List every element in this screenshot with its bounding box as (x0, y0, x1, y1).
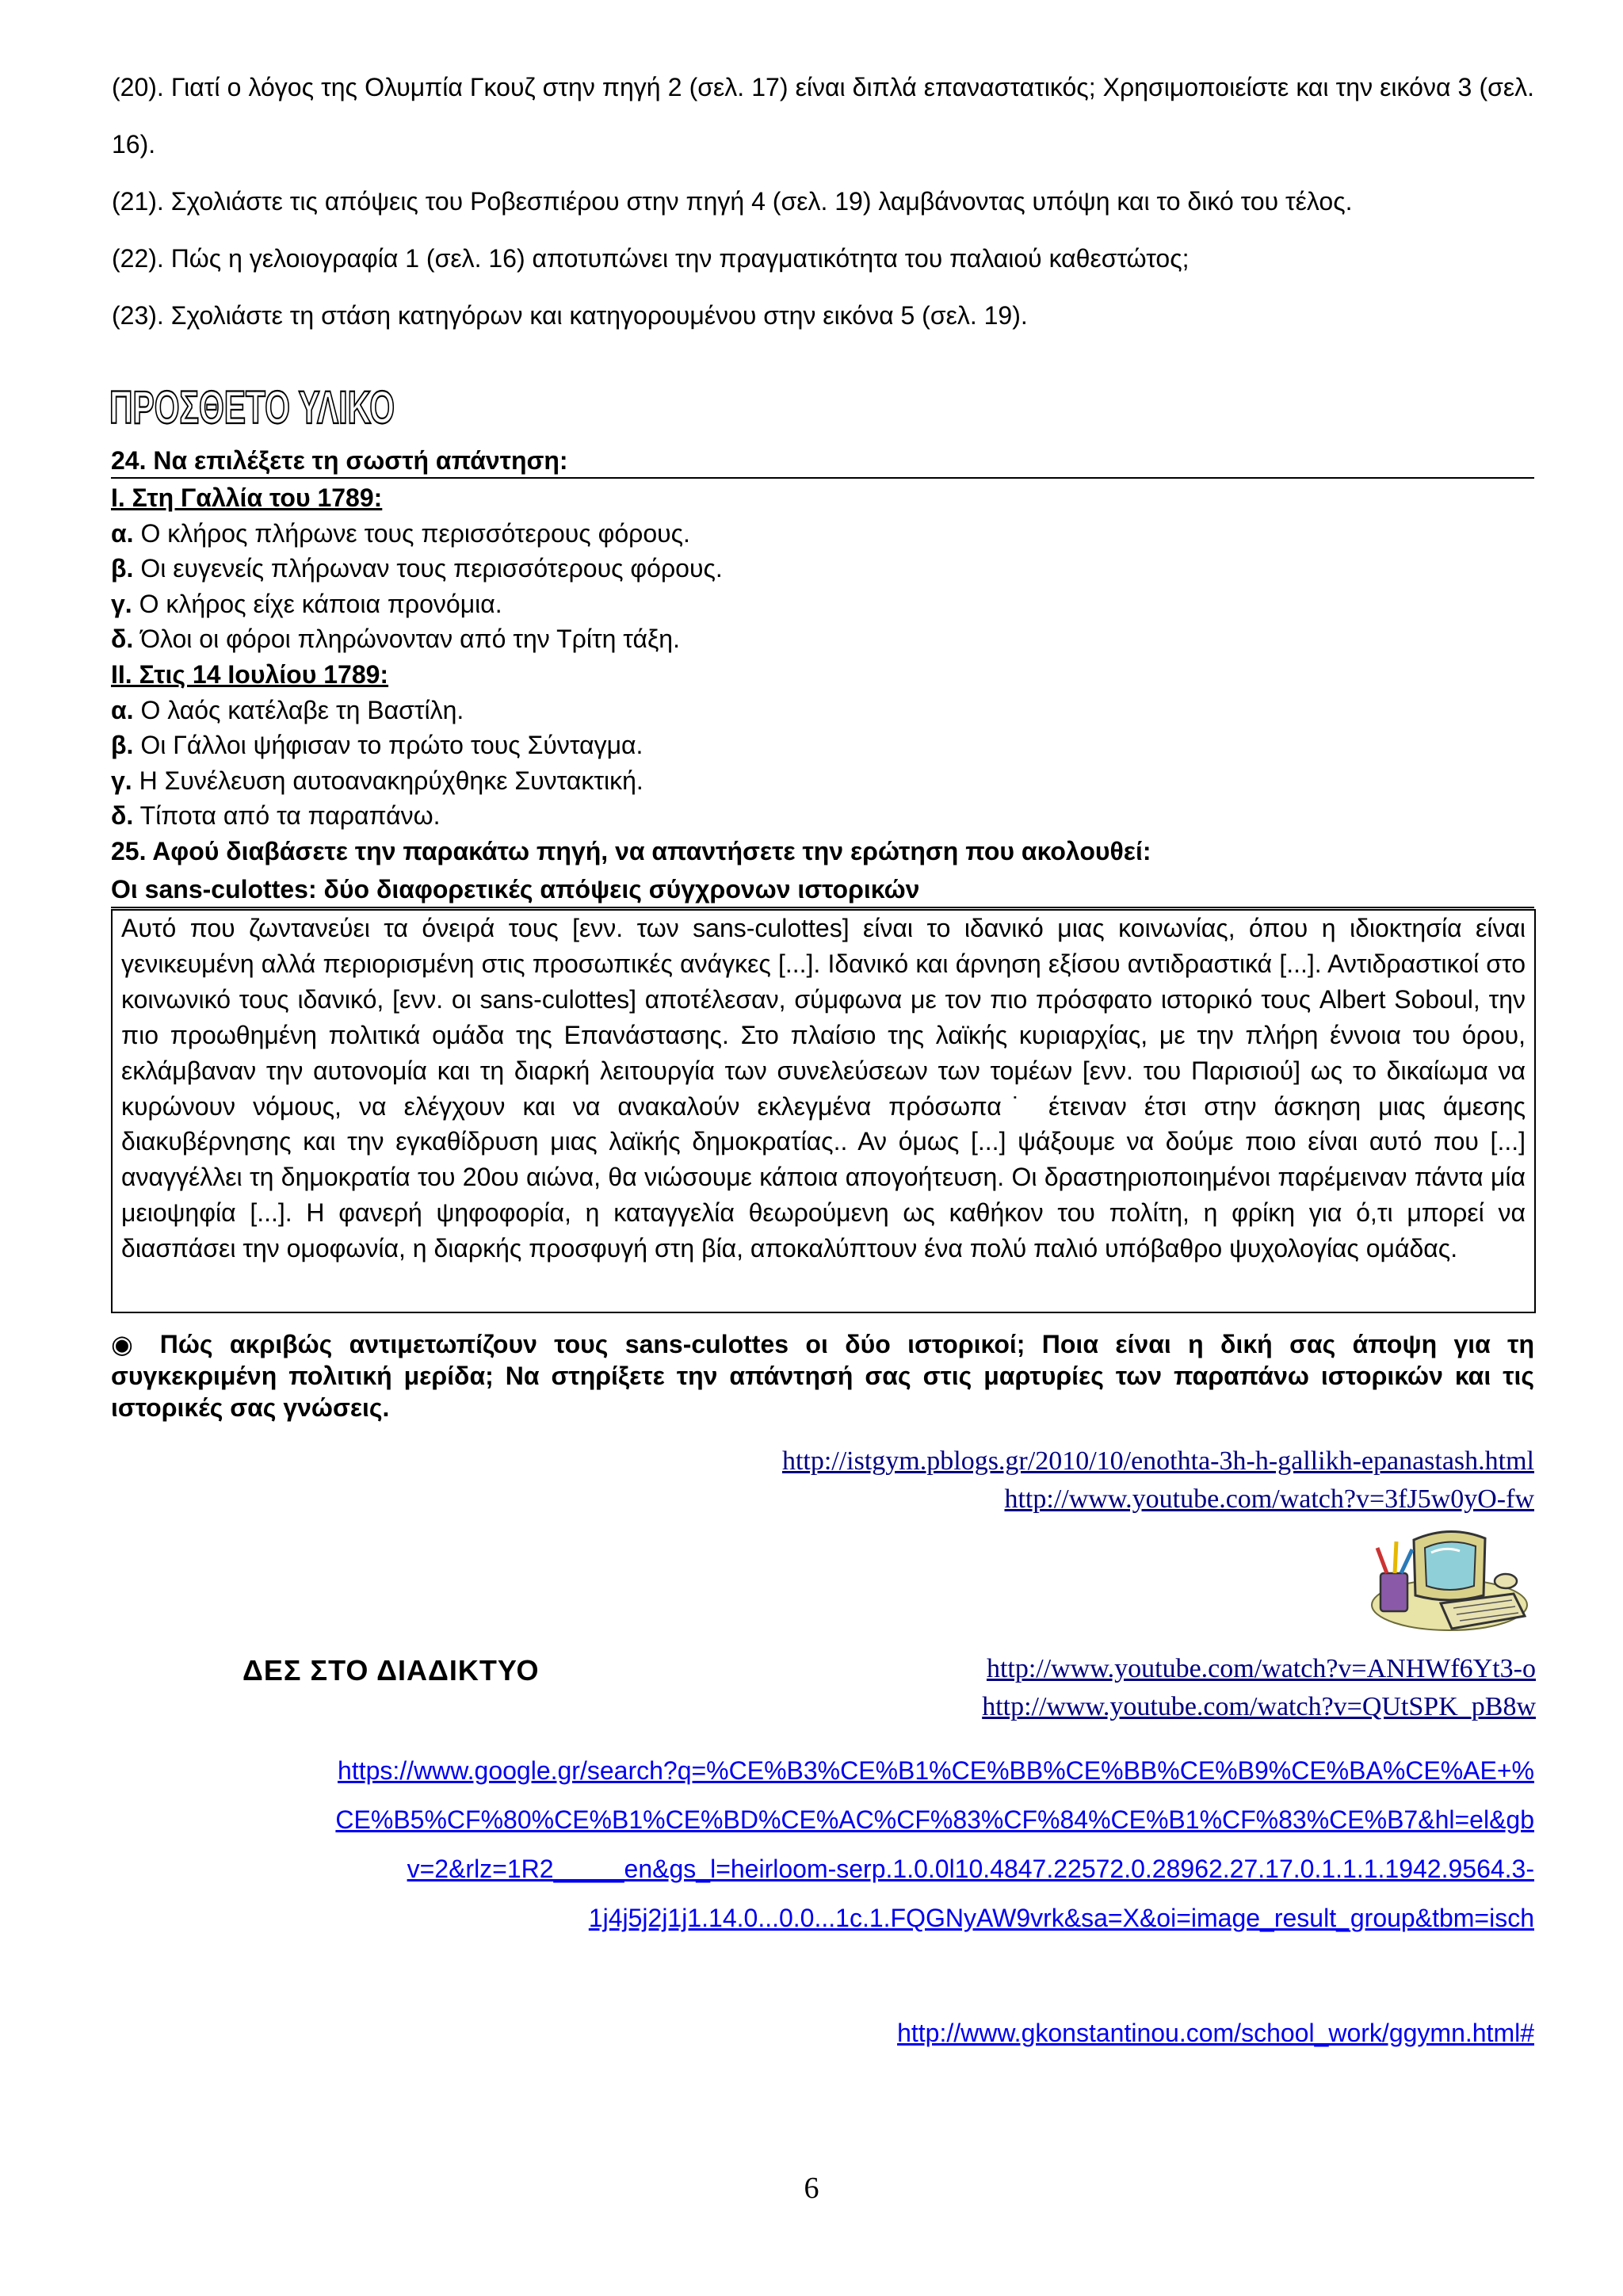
q24-part1-option-c: γ. Ο κλήρος είχε κάποια προνόμια. (111, 589, 502, 618)
link-youtube-3[interactable]: http://www.youtube.com/watch?v=QUtSPK_pB8w (982, 1692, 1536, 1721)
links-web (982, 1650, 1536, 1726)
page-number: 6 (804, 2172, 819, 2205)
q24-part2-option-a: α. Ο λαός κατέλαβε τη Βαστίλη. (111, 695, 464, 724)
q24-heading (111, 444, 1534, 479)
q24-part1 (111, 480, 1534, 869)
question-20: (20). Γιατί ο λόγος της Ολυμπία Γκουζ στην πηγή 2 (σελ. 17) είναι διπλά επαναστατικός; Χρησιμοποιείστε και την εικόνα 3 (σελ. 16). (112, 73, 1534, 159)
link-gkonstantinou[interactable]: http://www.gkonstantinou.com/school_work/ggymn.html# (897, 2019, 1534, 2047)
google-link-line-3[interactable]: v=2&rlz=1R2_____en&gs_l=heirloom-serp.1.0.0l10.4847.22572.0.28962.27.17.0.1.1.1.1942.9564.3- (407, 1855, 1534, 1883)
q24-part2-option-d: δ. Τίποτα από τα παραπάνω. (111, 801, 441, 831)
q24-heading-text: 24. Να επιλέξετε τη σωστή απάντηση: (111, 446, 568, 475)
q25-question (111, 1328, 1534, 1423)
q25-heading: 25. Αφού διαβάσετε την παρακάτω πηγή, να απαντήσετε την ερώτηση που ακολουθεί: (111, 836, 1151, 865)
link-istgym[interactable]: http://istgym.pblogs.gr/2010/10/enothta-3h-h-gallikh-epanastash.html (781, 1446, 1534, 1476)
computer-icon (1366, 1518, 1533, 1637)
extra-material-title-text: ΠΡΟΣΘΕΤΟ ΥΛΙΚΟ (109, 382, 395, 434)
google-link-line-2[interactable]: CE%B5%CF%80%CE%B1%CE%BD%CE%AC%CF%83%CF%84%CE%B1%CF%83%CE%B7&hl=el&gb (335, 1805, 1534, 1834)
question-23: (23). Σχολιάστε τη στάση κατηγόρων και κατηγορουμένου στην εικόνα 5 (σελ. 19). (112, 301, 1028, 330)
google-link-line-1[interactable]: https://www.google.gr/search?q=%CE%B3%CE%B1%CE%BB%CE%BB%CE%B9%CE%BA%CE%AE+% (338, 1756, 1534, 1785)
q25-source-box (111, 909, 1536, 1313)
link-gkonstantinou-row (111, 2008, 1534, 2057)
question-21: (21). Σχολιάστε τις απόψεις του Ροβεσπιέρου στην πηγή 4 (σελ. 19) λαμβάνοντας υπόψη και το δικό του τέλος. (112, 187, 1353, 216)
google-link-line-4[interactable]: 1j4j5j2j1j1.14.0...0.0...1c.1.FQGNyAW9vrk&sa=X&oi=image_result_group&tbm=isch (588, 1904, 1534, 1932)
q24-part2-option-c: γ. Η Συνέλευση αυτοανακηρύχθηκε Συντακτική. (111, 766, 643, 795)
q24-part1-option-d: δ. Όλοι οι φόροι πληρώνονταν από την Τρίτη τάξη. (111, 625, 680, 654)
q25-source-title-text: Οι sans-culottes: δύο διαφορετικές απόψεις σύγχρονων ιστορικών (111, 875, 920, 904)
questions-block (112, 59, 1534, 344)
links-top (782, 1442, 1534, 1519)
q24-part2-title: ΙΙ. Στις 14 Ιουλίου 1789: (111, 659, 389, 689)
extra-material-title (108, 380, 401, 434)
link-youtube-1[interactable]: http://www.youtube.com/watch?v=3fJ5w0yO-fw (1004, 1484, 1534, 1514)
q24-part1-option-a: α. Ο κλήρος πλήρωνε τους περισσότερους φόρους. (111, 518, 690, 548)
q25-source-text: Αυτό που ζωντανεύει τα όνειρά τους [ενν. των sans-culottes] είναι το ιδανικό μιας κοινωνίας, όπου η ιδιοκτησία είναι γενικευμένη αλλά περιορισμένη στις προσωπικές ανάγκες [...]. Ιδανικό και άρνηση εξίσου αντιδραστικά [...]. Αντιδραστικοί στο κοινωνικό τους ιδανικό, [ενν. οι sans-culottes] αποτέλεσαν, σύμφωνα με τον πιο πρόσφατο ιστορικό τους Albert Soboul, την πιο προωθημένη πολιτικά ομάδα της Επανάστασης. Στο πλαίσιο της λαϊκής κυριαρχίας, με την πλήρη έννοια του όρου, εκλάμβαναν την αυτονομία και τη διαρκή λειτουργία των συνελεύσεων των τομέων [ενν. του Παρισιού] ως το δικαίωμα να κυρώνουν νόμους, να ελέγχουν και να ανακαλούν εκλεγμένα πρόσωπα˙ έτειναν έτσι στην άσκηση μιας άμεσης διακυβέρνησης και την εγκαθίδρυση μιας λαϊκής δημοκρατίας.. Αν όμως [...] ψάξουμε να δούμε ποιο είναι αυτό που [...] αναγγέλλει τη δημοκρατία του 20ου αιώνα, θα νιώσουμε κάποια απογοήτευση. Οι δραστηριοποιημένοι παρέμειναν πάντα μία μειοψηφία [...]. Η φανερή ψηφοφορία, η καταγγελία θεωρούμενη ως καθήκον του πολίτη, η φρίκη για ό,τι μπορεί να διασπάσει την ομοφωνία, η διαρκής προσφυγή στη βία, αποκαλύπτουν ένα πολύ παλιό υπόβαθρο ψυχολογίας ομάδας. (121, 914, 1526, 1263)
q24-part1-option-b: β. Οι ευγενείς πλήρωναν τους περισσότερους φόρους. (111, 554, 723, 583)
web-heading: ΔΕΣ ΣΤΟ ΔΙΑΔΙΚΤΥΟ (242, 1654, 540, 1687)
bullet-icon: ◉ (111, 1330, 143, 1358)
q25-question-text: Πώς ακριβώς αντιμετωπίζουν τους sans-culottes οι δύο ιστορικοί; Ποια είναι η δική σας άποψη για τη συγκεκριμένη πολιτική μερίδα; Να στηρίξετε την απάντησή σας στις μαρτυρίες των παραπάνω ιστορικών και τις ιστορικές σας γνώσεις. (111, 1330, 1535, 1422)
link-youtube-2[interactable]: http://www.youtube.com/watch?v=ANHWf6Yt3-o (986, 1654, 1536, 1683)
q24-part1-title: Ι. Στη Γαλλία του 1789: (111, 483, 383, 512)
question-22: (22). Πώς η γελοιογραφία 1 (σελ. 16) αποτυπώνει την πραγματικότητα του παλαιού καθεστώτος; (112, 244, 1190, 273)
q24-part2-option-b: β. Οι Γάλλοι ψήφισαν το πρώτο τους Σύνταγμα. (111, 731, 643, 760)
google-search-link (111, 1746, 1534, 1943)
q25-source-title (111, 872, 1534, 908)
